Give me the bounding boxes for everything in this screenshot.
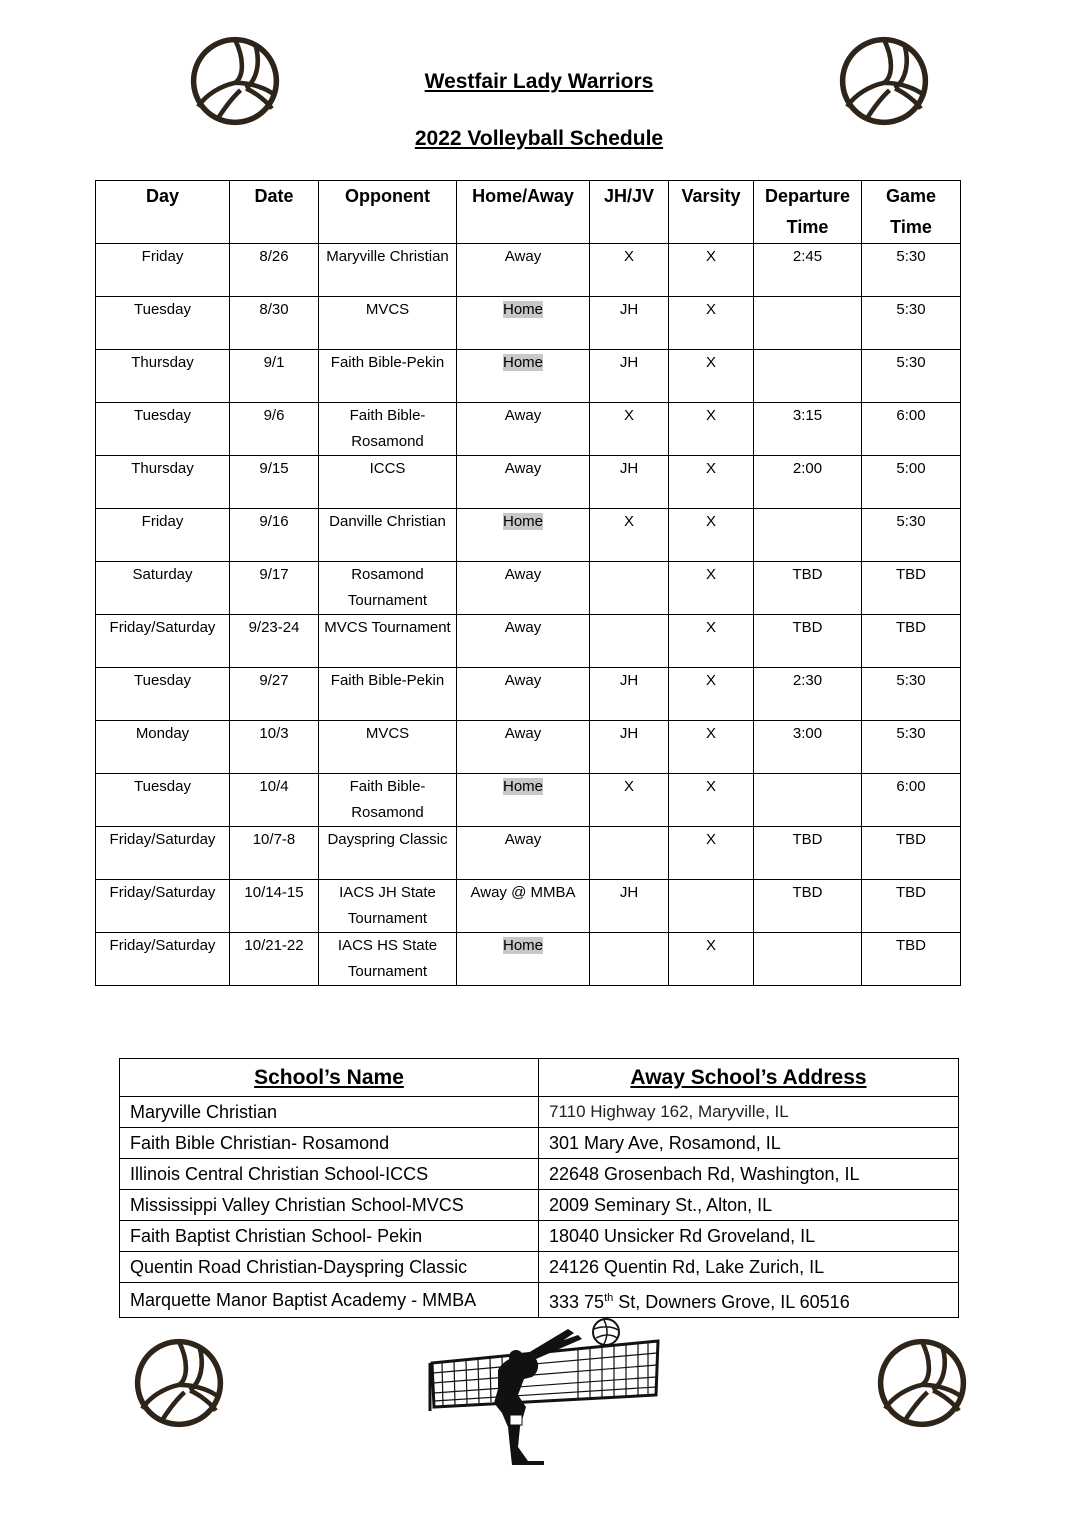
column-header: Game Time bbox=[862, 181, 961, 244]
cell-day: Friday bbox=[96, 244, 230, 297]
cell-home-away: Away bbox=[457, 456, 590, 509]
school-name: Quentin Road Christian-Dayspring Classic bbox=[120, 1252, 539, 1283]
cell-departure bbox=[754, 297, 862, 350]
cell-day: Thursday bbox=[96, 456, 230, 509]
column-header: JH/JV bbox=[590, 181, 669, 244]
column-header: Home/Away bbox=[457, 181, 590, 244]
table-row bbox=[120, 1190, 959, 1221]
cell-home-away bbox=[457, 350, 590, 403]
school-name: Faith Bible Christian- Rosamond bbox=[120, 1128, 539, 1159]
cell-jh-jv: JH bbox=[590, 721, 669, 774]
table-row bbox=[120, 1283, 959, 1318]
cell-varsity: X bbox=[669, 615, 754, 668]
cell-game: 5:30 bbox=[862, 509, 961, 562]
school-name: Faith Baptist Christian School- Pekin bbox=[120, 1221, 539, 1252]
cell-date: 9/1 bbox=[230, 350, 319, 403]
school-address: 2009 Seminary St., Alton, IL bbox=[539, 1190, 959, 1221]
cell-day: Friday/Saturday bbox=[96, 615, 230, 668]
cell-date: 10/21-22 bbox=[230, 933, 319, 986]
table-row bbox=[96, 456, 961, 509]
cell-jh-jv bbox=[590, 933, 669, 986]
cell-opponent: Maryville Christian bbox=[319, 244, 457, 297]
cell-departure: 2:45 bbox=[754, 244, 862, 297]
cell-game: TBD bbox=[862, 615, 961, 668]
cell-date: 9/15 bbox=[230, 456, 319, 509]
cell-opponent: Faith Bible-Pekin bbox=[319, 668, 457, 721]
cell-opponent: ICCS bbox=[319, 456, 457, 509]
cell-departure bbox=[754, 774, 862, 827]
table-row bbox=[96, 880, 961, 933]
table-row bbox=[96, 827, 961, 880]
cell-home-away: Away bbox=[457, 721, 590, 774]
table-row bbox=[96, 403, 961, 456]
cell-jh-jv: JH bbox=[590, 880, 669, 933]
cell-varsity: X bbox=[669, 456, 754, 509]
cell-day: Tuesday bbox=[96, 297, 230, 350]
cell-departure: TBD bbox=[754, 880, 862, 933]
cell-varsity: X bbox=[669, 721, 754, 774]
table-row bbox=[96, 933, 961, 986]
school-address: 7110 Highway 162, Maryville, IL bbox=[539, 1097, 959, 1128]
cell-jh-jv: JH bbox=[590, 297, 669, 350]
home-highlight: Home bbox=[502, 937, 543, 954]
cell-date: 9/27 bbox=[230, 668, 319, 721]
table-row bbox=[120, 1252, 959, 1283]
cell-date: 10/7-8 bbox=[230, 827, 319, 880]
column-header: Departure Time bbox=[754, 181, 862, 244]
cell-day: Friday/Saturday bbox=[96, 827, 230, 880]
cell-day: Tuesday bbox=[96, 774, 230, 827]
cell-varsity: X bbox=[669, 562, 754, 615]
cell-game: 5:30 bbox=[862, 297, 961, 350]
cell-date: 10/3 bbox=[230, 721, 319, 774]
cell-jh-jv: X bbox=[590, 509, 669, 562]
volleyball-icon bbox=[876, 1337, 968, 1429]
schools-header-row bbox=[120, 1059, 959, 1097]
column-header: School’s Name bbox=[120, 1059, 539, 1097]
cell-opponent: Danville Christian bbox=[319, 509, 457, 562]
cell-day: Friday/Saturday bbox=[96, 880, 230, 933]
cell-date: 10/4 bbox=[230, 774, 319, 827]
cell-opponent: Dayspring Classic bbox=[319, 827, 457, 880]
schools-table bbox=[119, 1058, 959, 1318]
cell-home-away: Away bbox=[457, 827, 590, 880]
cell-opponent: Faith Bible-Pekin bbox=[319, 350, 457, 403]
cell-jh-jv: JH bbox=[590, 668, 669, 721]
page-subtitle: 2022 Volleyball Schedule bbox=[414, 127, 664, 150]
cell-varsity: X bbox=[669, 933, 754, 986]
cell-departure: 2:00 bbox=[754, 456, 862, 509]
cell-date: 8/26 bbox=[230, 244, 319, 297]
cell-game: TBD bbox=[862, 880, 961, 933]
cell-varsity: X bbox=[669, 668, 754, 721]
cell-day: Friday/Saturday bbox=[96, 933, 230, 986]
cell-opponent: MVCS bbox=[319, 721, 457, 774]
cell-home-away: Away bbox=[457, 668, 590, 721]
cell-home-away: Away bbox=[457, 562, 590, 615]
schedule-table bbox=[95, 180, 961, 986]
address-part: St, Downers Grove, IL 60516 bbox=[613, 1292, 850, 1312]
cell-jh-jv: X bbox=[590, 403, 669, 456]
cell-game: TBD bbox=[862, 933, 961, 986]
cell-date: 10/14-15 bbox=[230, 880, 319, 933]
cell-date: 9/17 bbox=[230, 562, 319, 615]
cell-opponent: MVCS Tournament bbox=[319, 615, 457, 668]
cell-varsity bbox=[669, 880, 754, 933]
address-ordinal: th bbox=[604, 1292, 614, 1304]
cell-jh-jv: JH bbox=[590, 350, 669, 403]
column-header: Varsity bbox=[669, 181, 754, 244]
home-highlight: Home bbox=[502, 354, 543, 371]
cell-game: 5:30 bbox=[862, 350, 961, 403]
schedule-header-row bbox=[96, 181, 961, 244]
cell-game: 5:30 bbox=[862, 668, 961, 721]
table-row bbox=[96, 668, 961, 721]
cell-day: Monday bbox=[96, 721, 230, 774]
cell-jh-jv bbox=[590, 562, 669, 615]
cell-home-away bbox=[457, 297, 590, 350]
cell-day: Saturday bbox=[96, 562, 230, 615]
column-header: Date bbox=[230, 181, 319, 244]
table-row bbox=[96, 244, 961, 297]
cell-date: 9/23-24 bbox=[230, 615, 319, 668]
cell-opponent: MVCS bbox=[319, 297, 457, 350]
cell-day: Tuesday bbox=[96, 668, 230, 721]
cell-home-away: Away @ MMBA bbox=[457, 880, 590, 933]
cell-opponent: IACS JH State Tournament bbox=[319, 880, 457, 933]
column-header: Opponent bbox=[319, 181, 457, 244]
home-highlight: Home bbox=[502, 513, 543, 530]
cell-opponent: Rosamond Tournament bbox=[319, 562, 457, 615]
cell-varsity: X bbox=[669, 827, 754, 880]
table-row bbox=[96, 350, 961, 403]
cell-jh-jv bbox=[590, 827, 669, 880]
school-address: 22648 Grosenbach Rd, Washington, IL bbox=[539, 1159, 959, 1190]
school-address: 18040 Unsicker Rd Groveland, IL bbox=[539, 1221, 959, 1252]
table-row bbox=[120, 1097, 959, 1128]
cell-day: Tuesday bbox=[96, 403, 230, 456]
cell-jh-jv: JH bbox=[590, 456, 669, 509]
table-row bbox=[120, 1159, 959, 1190]
school-address: 301 Mary Ave, Rosamond, IL bbox=[539, 1128, 959, 1159]
cell-home-away bbox=[457, 933, 590, 986]
school-name: Mississippi Valley Christian School-MVCS bbox=[120, 1190, 539, 1221]
cell-varsity: X bbox=[669, 774, 754, 827]
cell-departure: TBD bbox=[754, 827, 862, 880]
school-address bbox=[539, 1283, 959, 1318]
volleyball-icon bbox=[133, 1337, 225, 1429]
address-part: 333 75 bbox=[549, 1292, 605, 1312]
cell-departure bbox=[754, 933, 862, 986]
cell-jh-jv: X bbox=[590, 244, 669, 297]
table-row bbox=[96, 721, 961, 774]
table-row bbox=[96, 509, 961, 562]
page-title: Westfair Lady Warriors bbox=[424, 70, 654, 93]
cell-varsity: X bbox=[669, 403, 754, 456]
cell-home-away: Away bbox=[457, 244, 590, 297]
table-row bbox=[120, 1221, 959, 1252]
cell-jh-jv bbox=[590, 615, 669, 668]
school-name: Illinois Central Christian School-ICCS bbox=[120, 1159, 539, 1190]
cell-opponent: IACS HS State Tournament bbox=[319, 933, 457, 986]
cell-varsity: X bbox=[669, 509, 754, 562]
column-header: Day bbox=[96, 181, 230, 244]
table-row bbox=[96, 562, 961, 615]
cell-departure: TBD bbox=[754, 615, 862, 668]
cell-home-away bbox=[457, 509, 590, 562]
cell-varsity: X bbox=[669, 297, 754, 350]
cell-opponent: Faith Bible-Rosamond bbox=[319, 774, 457, 827]
cell-game: 6:00 bbox=[862, 403, 961, 456]
cell-departure: 3:15 bbox=[754, 403, 862, 456]
cell-game: 6:00 bbox=[862, 774, 961, 827]
cell-game: 5:00 bbox=[862, 456, 961, 509]
cell-varsity: X bbox=[669, 350, 754, 403]
cell-opponent: Faith Bible-Rosamond bbox=[319, 403, 457, 456]
cell-game: 5:30 bbox=[862, 721, 961, 774]
cell-date: 9/16 bbox=[230, 509, 319, 562]
cell-day: Thursday bbox=[96, 350, 230, 403]
school-name: Maryville Christian bbox=[120, 1097, 539, 1128]
home-highlight: Home bbox=[502, 301, 543, 318]
home-highlight: Home bbox=[502, 778, 543, 795]
table-row bbox=[96, 297, 961, 350]
cell-home-away: Away bbox=[457, 615, 590, 668]
cell-date: 8/30 bbox=[230, 297, 319, 350]
cell-departure bbox=[754, 350, 862, 403]
cell-date: 9/6 bbox=[230, 403, 319, 456]
cell-game: 5:30 bbox=[862, 244, 961, 297]
table-row bbox=[96, 615, 961, 668]
cell-departure: TBD bbox=[754, 562, 862, 615]
cell-departure: 2:30 bbox=[754, 668, 862, 721]
school-name: Marquette Manor Baptist Academy - MMBA bbox=[120, 1283, 539, 1318]
cell-day: Friday bbox=[96, 509, 230, 562]
cell-game: TBD bbox=[862, 827, 961, 880]
table-row bbox=[96, 774, 961, 827]
school-address: 24126 Quentin Rd, Lake Zurich, IL bbox=[539, 1252, 959, 1283]
cell-game: TBD bbox=[862, 562, 961, 615]
cell-home-away: Away bbox=[457, 403, 590, 456]
table-row bbox=[120, 1128, 959, 1159]
column-header: Away School’s Address bbox=[539, 1059, 959, 1097]
cell-departure: 3:00 bbox=[754, 721, 862, 774]
cell-jh-jv: X bbox=[590, 774, 669, 827]
cell-varsity: X bbox=[669, 244, 754, 297]
volleyball-player-at-net-icon bbox=[428, 1315, 660, 1470]
cell-departure bbox=[754, 509, 862, 562]
cell-home-away bbox=[457, 774, 590, 827]
